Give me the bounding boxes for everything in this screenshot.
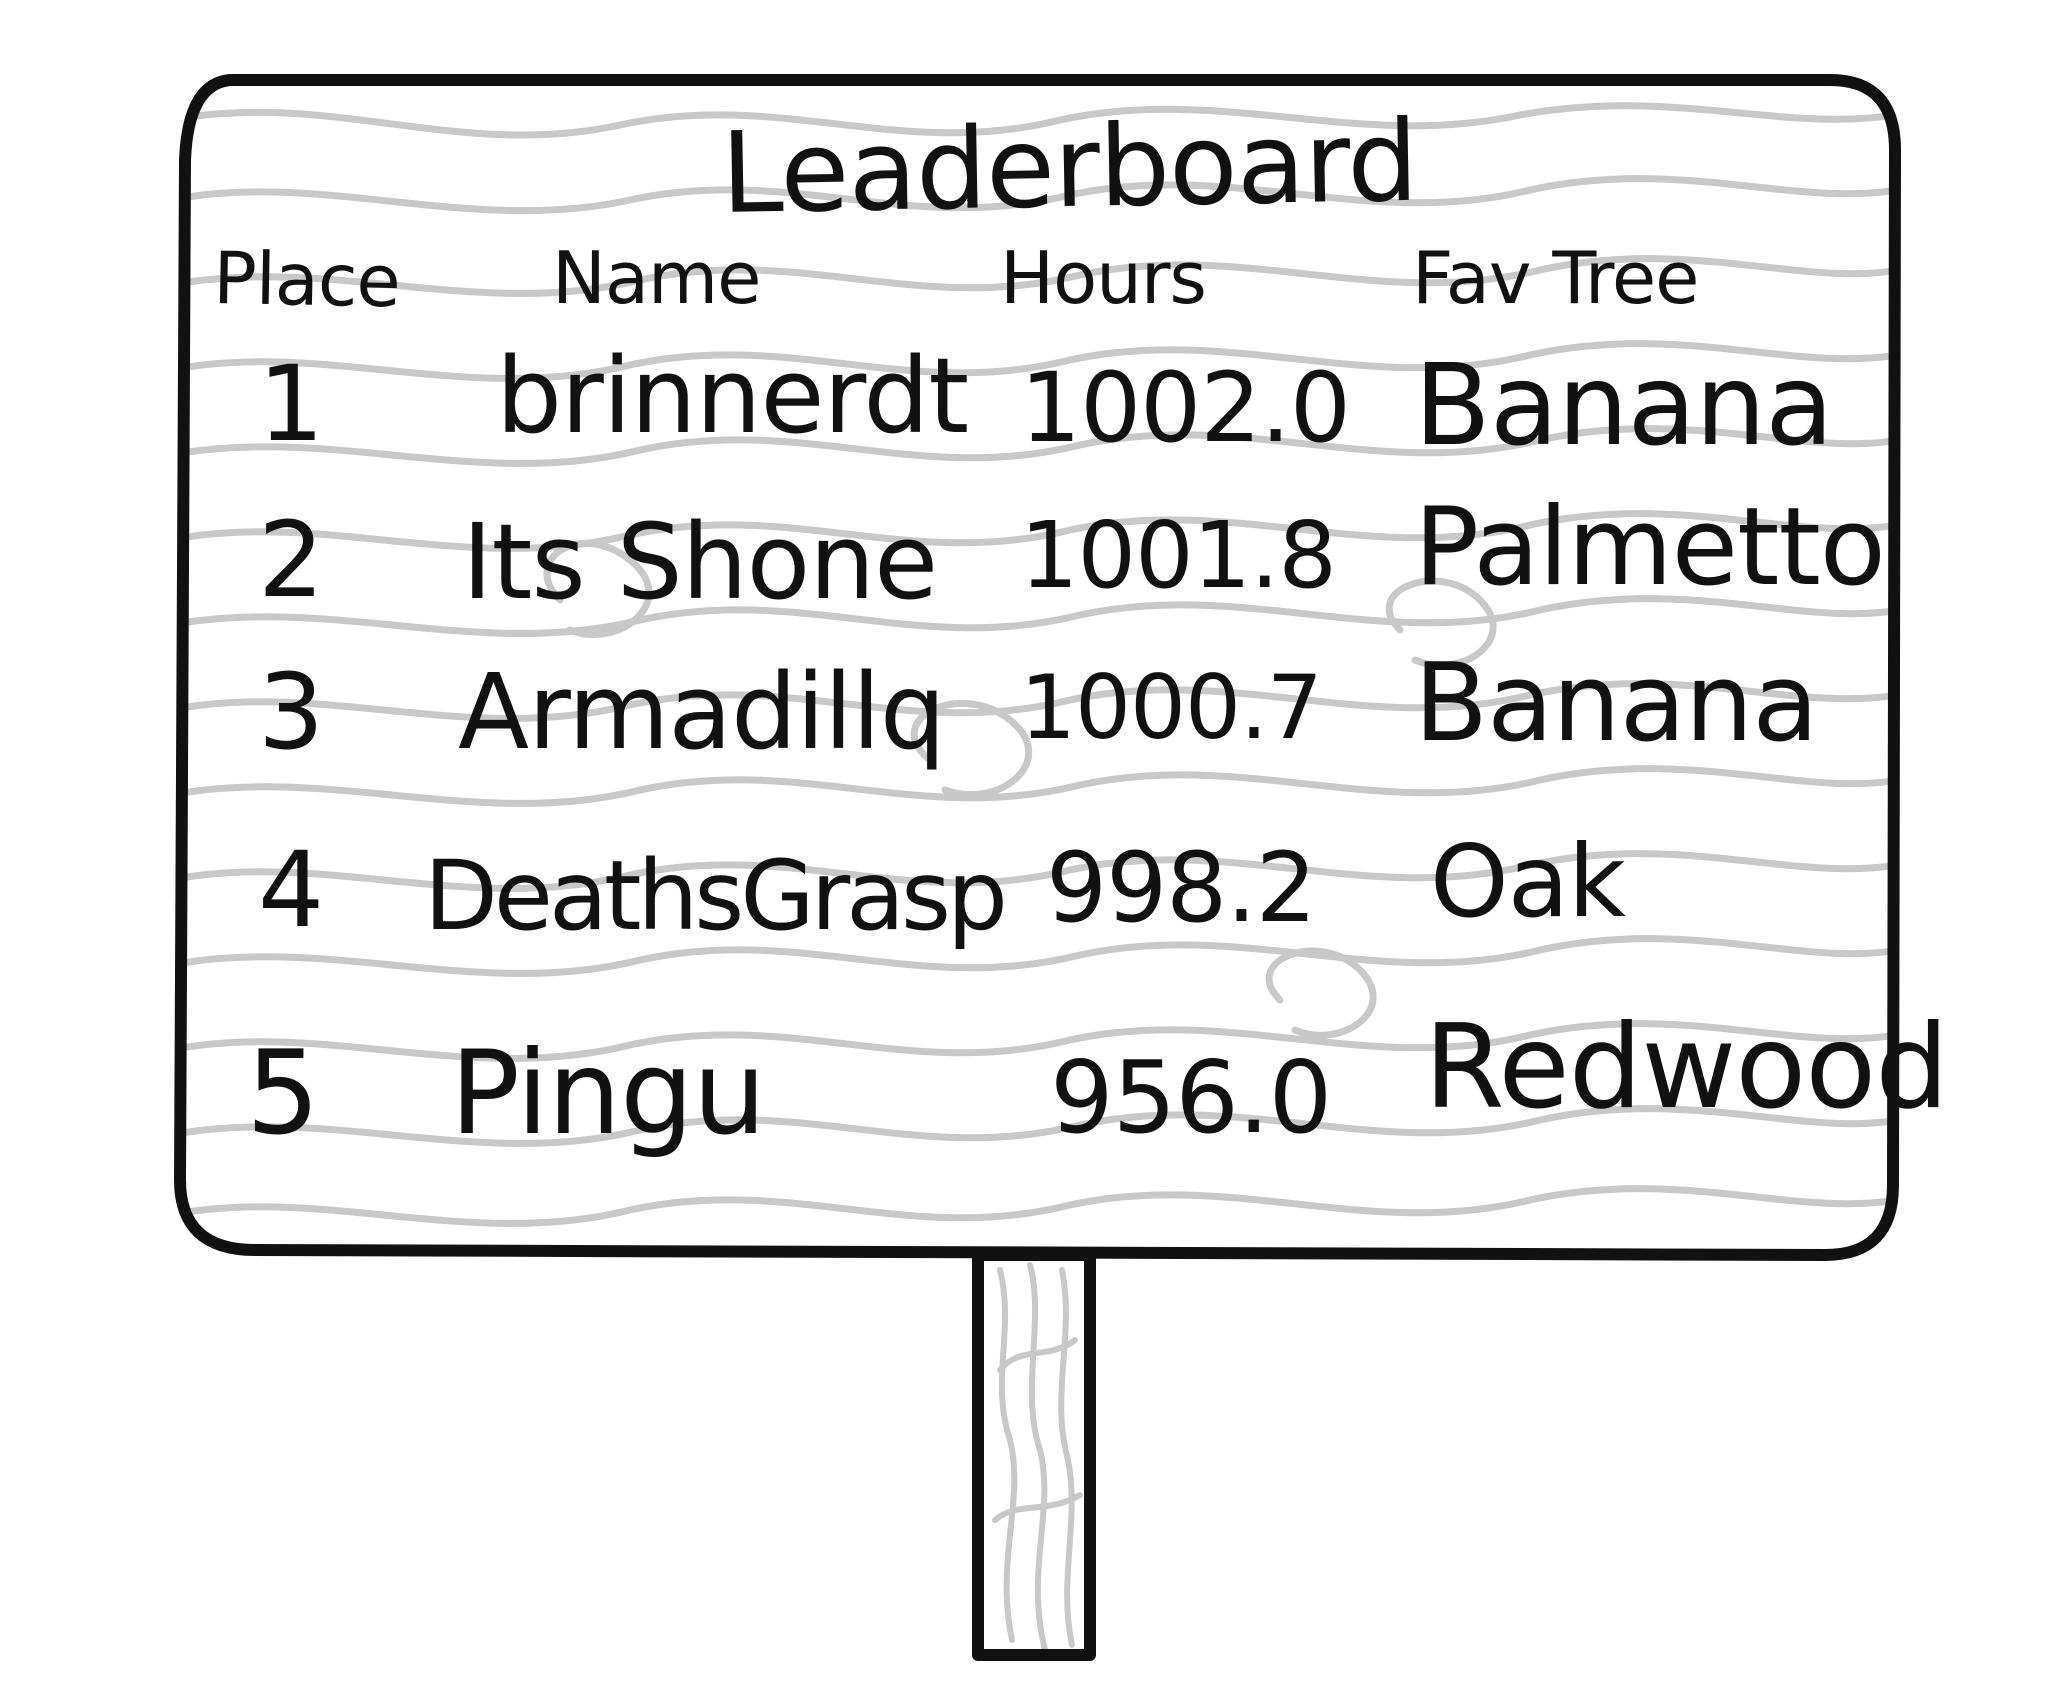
row-fav-tree: Palmetto — [1414, 485, 1885, 610]
header-fav-tree: Fav Tree — [1412, 236, 1699, 320]
row-fav-tree: Banana — [1414, 641, 1818, 766]
row-fav-tree: Redwood — [1424, 1000, 1948, 1135]
row-place: 4 — [258, 829, 324, 951]
row-hours: 1002.0 — [1020, 352, 1350, 464]
row-place: 3 — [258, 651, 324, 773]
row-hours: 998.2 — [1046, 832, 1316, 944]
row-hours: 1001.8 — [1020, 502, 1336, 609]
row-name: Armadillq — [458, 651, 945, 773]
row-name: Its Shone — [462, 501, 938, 623]
header-name: Name — [552, 236, 761, 320]
row-place: 5 — [246, 1026, 319, 1161]
row-place: 2 — [258, 499, 324, 621]
row-hours: 956.0 — [1050, 1039, 1332, 1156]
row-fav-tree: Oak — [1430, 823, 1625, 940]
header-place: Place — [212, 236, 401, 324]
row-fav-tree: Banana — [1414, 341, 1833, 471]
row-hours: 1000.7 — [1020, 656, 1322, 759]
row-place: 1 — [258, 343, 324, 465]
leaderboard-title: Leaderboard — [719, 96, 1419, 239]
row-name: Pingu — [450, 1026, 766, 1161]
header-hours: Hours — [1000, 236, 1206, 320]
sign-post — [978, 1255, 1090, 1655]
row-name: brinnerdt — [496, 335, 969, 457]
row-name: DeathsGrasp — [424, 840, 1004, 952]
